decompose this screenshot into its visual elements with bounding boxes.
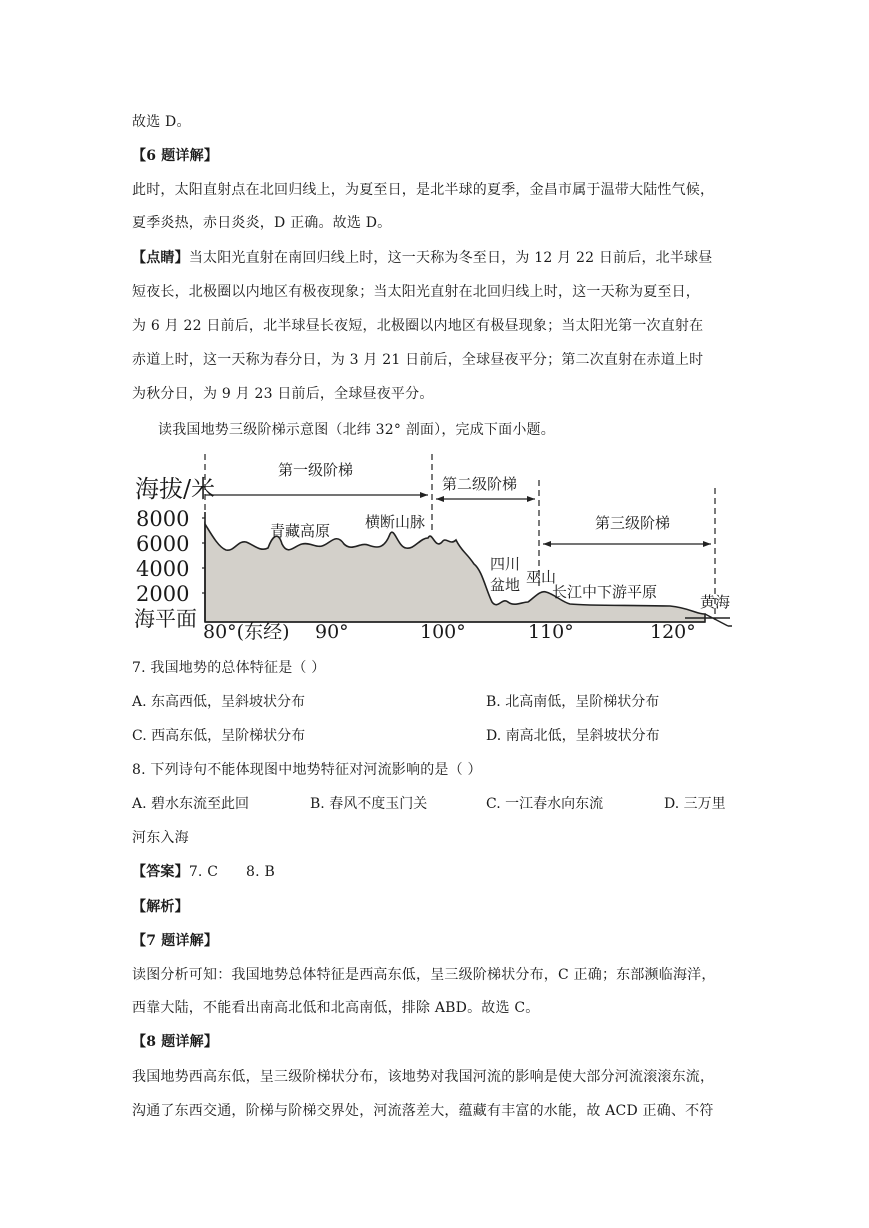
question-8: 8. 下列诗句不能体现图中地势特征对河流影响的是（ ） bbox=[132, 762, 482, 778]
place-label: 四川 bbox=[490, 555, 521, 573]
step-label: 第二级阶梯 bbox=[442, 475, 518, 493]
place-label: 盆地 bbox=[490, 576, 521, 594]
section-heading: 【6 题详解】 bbox=[132, 148, 219, 164]
text-line: 赤道上时，这一天称为春分日，为 3 月 21 日前后，全球昼夜平分；第二次直射在赤道上时 bbox=[132, 352, 704, 368]
q8-option-d-cont: 河东入海 bbox=[132, 830, 189, 846]
text-line: 沟通了东西交通，阶梯与阶梯交界处，河流落差大，蕴藏有丰富的水能，故 ACD 正确、不符 bbox=[132, 1103, 714, 1119]
y-tick-label: 4000 bbox=[136, 557, 190, 581]
place-label: 青藏高原 bbox=[270, 522, 331, 540]
text-line: 读图分析可知：我国地势总体特征是西高东低，呈三级阶梯状分布，C 正确；东部濒临海洋， bbox=[132, 967, 716, 983]
diagram-intro: 读我国地势三级阶梯示意图（北纬 32° 剖面），完成下面小题。 bbox=[158, 422, 555, 438]
answer-line bbox=[132, 862, 275, 882]
text-line: 我国地势西高东低，呈三级阶梯状分布，该地势对我国河流的影响是使大部分河流滚滚东流， bbox=[132, 1069, 715, 1085]
analysis-heading: 【解析】 bbox=[132, 899, 189, 915]
text-line: 短夜长，北极圈以内地区有极夜现象；当太阳光直射在北回归线上时，这一天称为夏至日， bbox=[132, 284, 700, 300]
q8-option-d: D. 三万里 bbox=[664, 796, 726, 812]
q7-option-a: A. 东高西低，呈斜坡状分布 bbox=[132, 694, 306, 710]
y-tick-label: 6000 bbox=[136, 532, 190, 556]
text-line: 为 6 月 22 日前后，北半球昼长夜短，北极圈以内地区有极昼现象；当太阳光第一次直射在 bbox=[132, 318, 704, 334]
x-tick-label: 90° bbox=[315, 621, 349, 643]
answer-text: 7. C 8. B bbox=[188, 864, 275, 880]
step-label: 第三级阶梯 bbox=[595, 514, 671, 532]
detail8-heading: 【8 题详解】 bbox=[132, 1034, 219, 1050]
q8-option-c: C. 一江春水向东流 bbox=[486, 796, 604, 812]
place-label: 长江中下游平原 bbox=[552, 583, 658, 601]
place-label: 横断山脉 bbox=[365, 513, 426, 531]
x-tick-label: 110° bbox=[528, 621, 574, 643]
tip-label: 【点睛】 bbox=[132, 250, 189, 266]
q7-option-b: B. 北高南低，呈阶梯状分布 bbox=[486, 694, 660, 710]
q7-option-d: D. 南高北低，呈斜坡状分布 bbox=[486, 728, 660, 744]
terrain-profile-diagram bbox=[130, 452, 740, 647]
step-label: 第一级阶梯 bbox=[278, 461, 354, 479]
q8-option-a: A. 碧水东流至此回 bbox=[132, 796, 250, 812]
answer-label: 【答案】 bbox=[132, 864, 189, 880]
text-line bbox=[132, 248, 712, 268]
tip-text: 当太阳光直射在南回归线上时，这一天称为冬至日，为 12 月 22 日前后，北半球昼 bbox=[188, 250, 713, 266]
q7-option-c: C. 西高东低，呈阶梯状分布 bbox=[132, 728, 306, 744]
x-tick-label: 100° bbox=[420, 621, 466, 643]
y-tick-label: 2000 bbox=[136, 582, 190, 606]
text-line: 为秋分日，为 9 月 23 日前后，全球昼夜平分。 bbox=[132, 386, 434, 402]
y-tick-label: 8000 bbox=[136, 507, 190, 531]
text-line: 故选 D。 bbox=[132, 114, 191, 130]
text-line: 此时，太阳直射点在北回归线上，为夏至日，是北半球的夏季，金昌市属于温带大陆性气候， bbox=[132, 182, 715, 198]
question-7: 7. 我国地势的总体特征是（ ） bbox=[132, 660, 326, 676]
place-label: 巫山 bbox=[526, 568, 557, 586]
y-axis-title: 海拔/米 bbox=[135, 475, 216, 503]
x-tick-label: 120° bbox=[650, 621, 696, 643]
detail7-heading: 【7 题详解】 bbox=[132, 933, 219, 949]
sea-level-label: 海平面 bbox=[134, 607, 197, 631]
place-label: 黄海 bbox=[700, 593, 731, 611]
text-line: 夏季炎热，赤日炎炎，D 正确。故选 D。 bbox=[132, 215, 392, 231]
q8-option-b: B. 春风不度玉门关 bbox=[310, 796, 428, 812]
x-tick-label: 80°(东经) bbox=[203, 621, 290, 643]
text-line: 西靠大陆，不能看出南高北低和北高南低，排除 ABD。故选 C。 bbox=[132, 1000, 540, 1016]
